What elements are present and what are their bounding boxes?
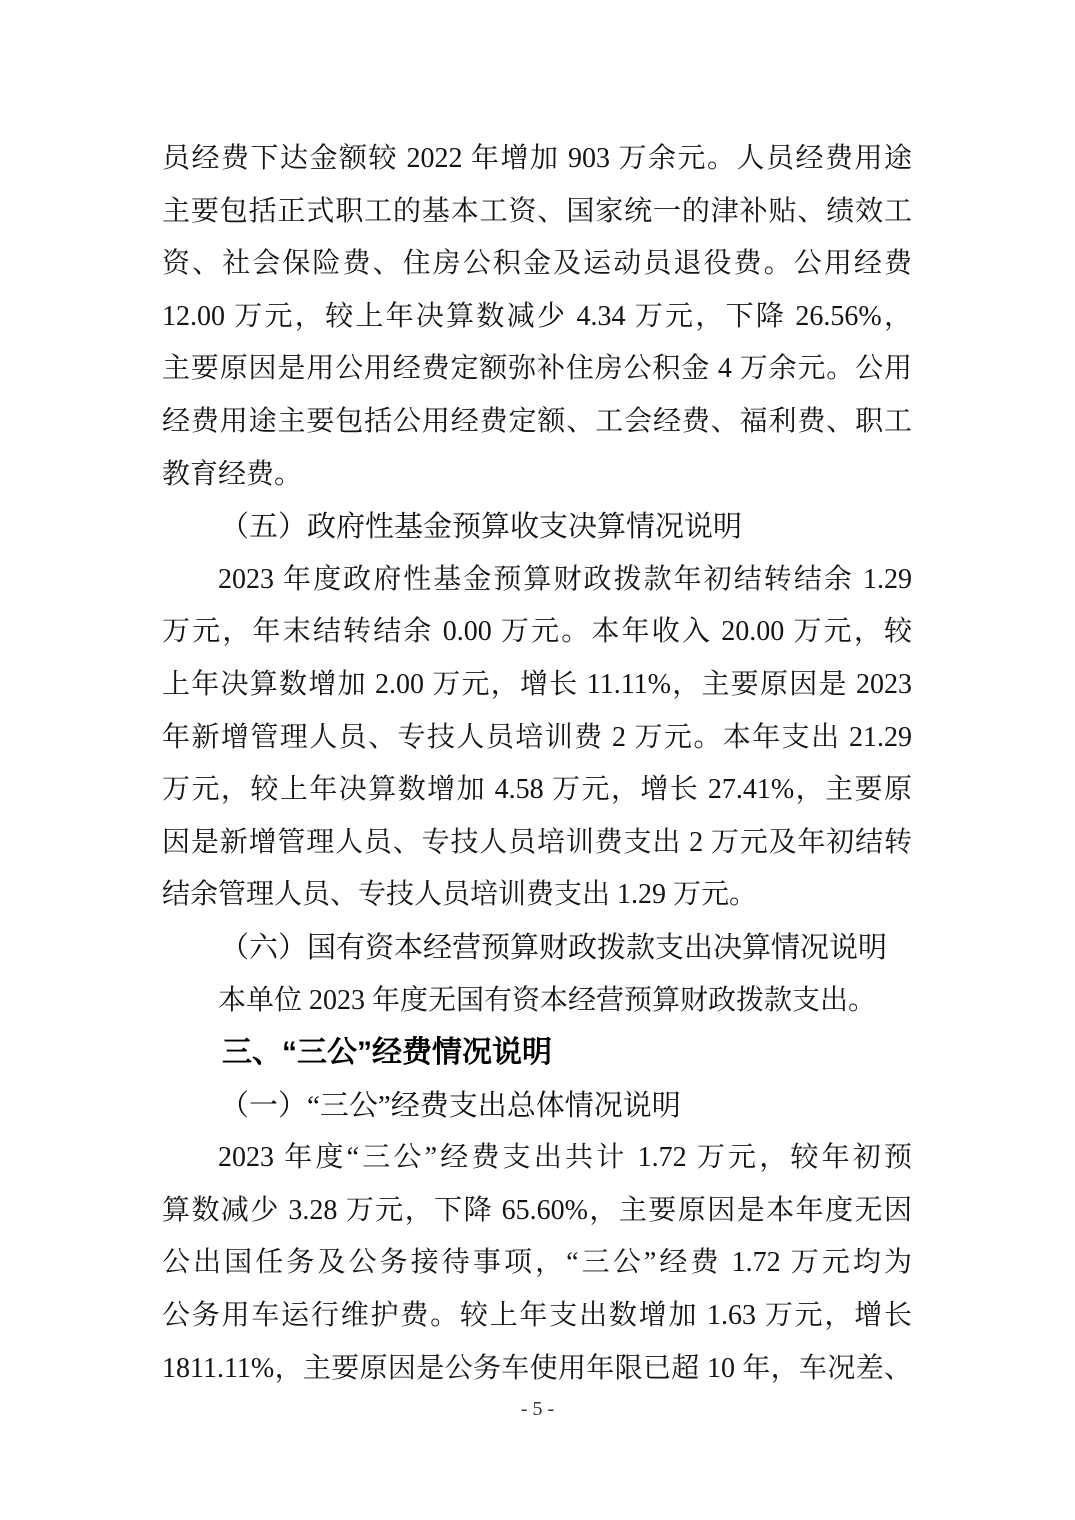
text-line: 主要包括正式职工的基本工资、国家统一的津补贴、绩效工 — [162, 195, 912, 227]
text-line: 本单位 2023 年度无国有资本经营预算财政拨款支出。 — [218, 984, 877, 1016]
heading-subsection-one — [162, 1080, 912, 1133]
heading-section-six-text: （六）国有资本经营预算财政拨款支出决算情况说明 — [220, 931, 888, 964]
text-line: 12.00 万元，较上年决算数减少 4.34 万元，下降 26.56%， — [162, 300, 912, 332]
text-line: 资、社会保险费、住房公积金及运动员退役费。公用经费 — [162, 248, 912, 280]
heading-subsection-one-text: （一）“三公”经费支出总体情况说明 — [220, 1089, 681, 1122]
heading-part-three — [162, 1027, 912, 1080]
text-line: 公务用车运行维护费。较上年支出数增加 1.63 万元，增长 — [162, 1300, 912, 1332]
text-line: 经费用途主要包括公用经费定额、工会经费、福利费、职工 — [162, 405, 912, 437]
text-line: 2023 年度政府性基金预算财政拨款年初结转结余 1.29 — [218, 563, 912, 595]
heading-section-six — [162, 922, 912, 975]
text-line: 主要原因是用公用经费定额弥补住房公积金 4 万余元。公用 — [162, 353, 912, 385]
text-line: 万元，较上年决算数增加 4.58 万元，增长 27.41%，主要原 — [162, 774, 912, 806]
paragraph-state-capital — [162, 975, 912, 1028]
paragraph-three-public-expense — [162, 1132, 912, 1395]
text-line: 公出国任务及公务接待事项，“三公”经费 1.72 万元均为 — [162, 1247, 912, 1279]
heading-section-five-text: （五）政府性基金预算收支决算情况说明 — [220, 511, 743, 544]
paragraph-personnel-and-public-funds — [162, 133, 912, 501]
heading-section-five — [162, 501, 912, 554]
text-line: 因是新增管理人员、专技人员培训费支出 2 万元及年初结转 — [162, 826, 912, 858]
text-line: 员经费下达金额较 2022 年增加 903 万余元。人员经费用途 — [162, 143, 912, 174]
document-body — [162, 133, 912, 1395]
text-line: 教育经费。 — [162, 458, 303, 490]
text-line: 万元，年末结转结余 0.00 万元。本年收入 20.00 万元，较 — [162, 616, 912, 648]
text-line: 上年决算数增加 2.00 万元，增长 11.11%，主要原因是 2023 — [162, 668, 912, 700]
page-number: - 5 - — [520, 1398, 555, 1420]
heading-part-three-text: 三、“三公”经费情况说明 — [222, 1036, 552, 1070]
text-line: 1811.11%，主要原因是公务车使用年限已超 10 年，车况差、 — [162, 1352, 912, 1384]
text-line: 算数减少 3.28 万元，下降 65.60%，主要原因是本年度无因 — [162, 1194, 912, 1226]
text-line: 年新增管理人员、专技人员培训费 2 万元。本年支出 21.29 — [162, 721, 912, 753]
paragraph-gov-fund-budget — [162, 554, 912, 922]
text-line: 结余管理人员、专技人员培训费支出 1.29 万元。 — [162, 879, 758, 911]
text-line: 2023 年度“三公”经费支出共计 1.72 万元，较年初预 — [218, 1142, 912, 1174]
